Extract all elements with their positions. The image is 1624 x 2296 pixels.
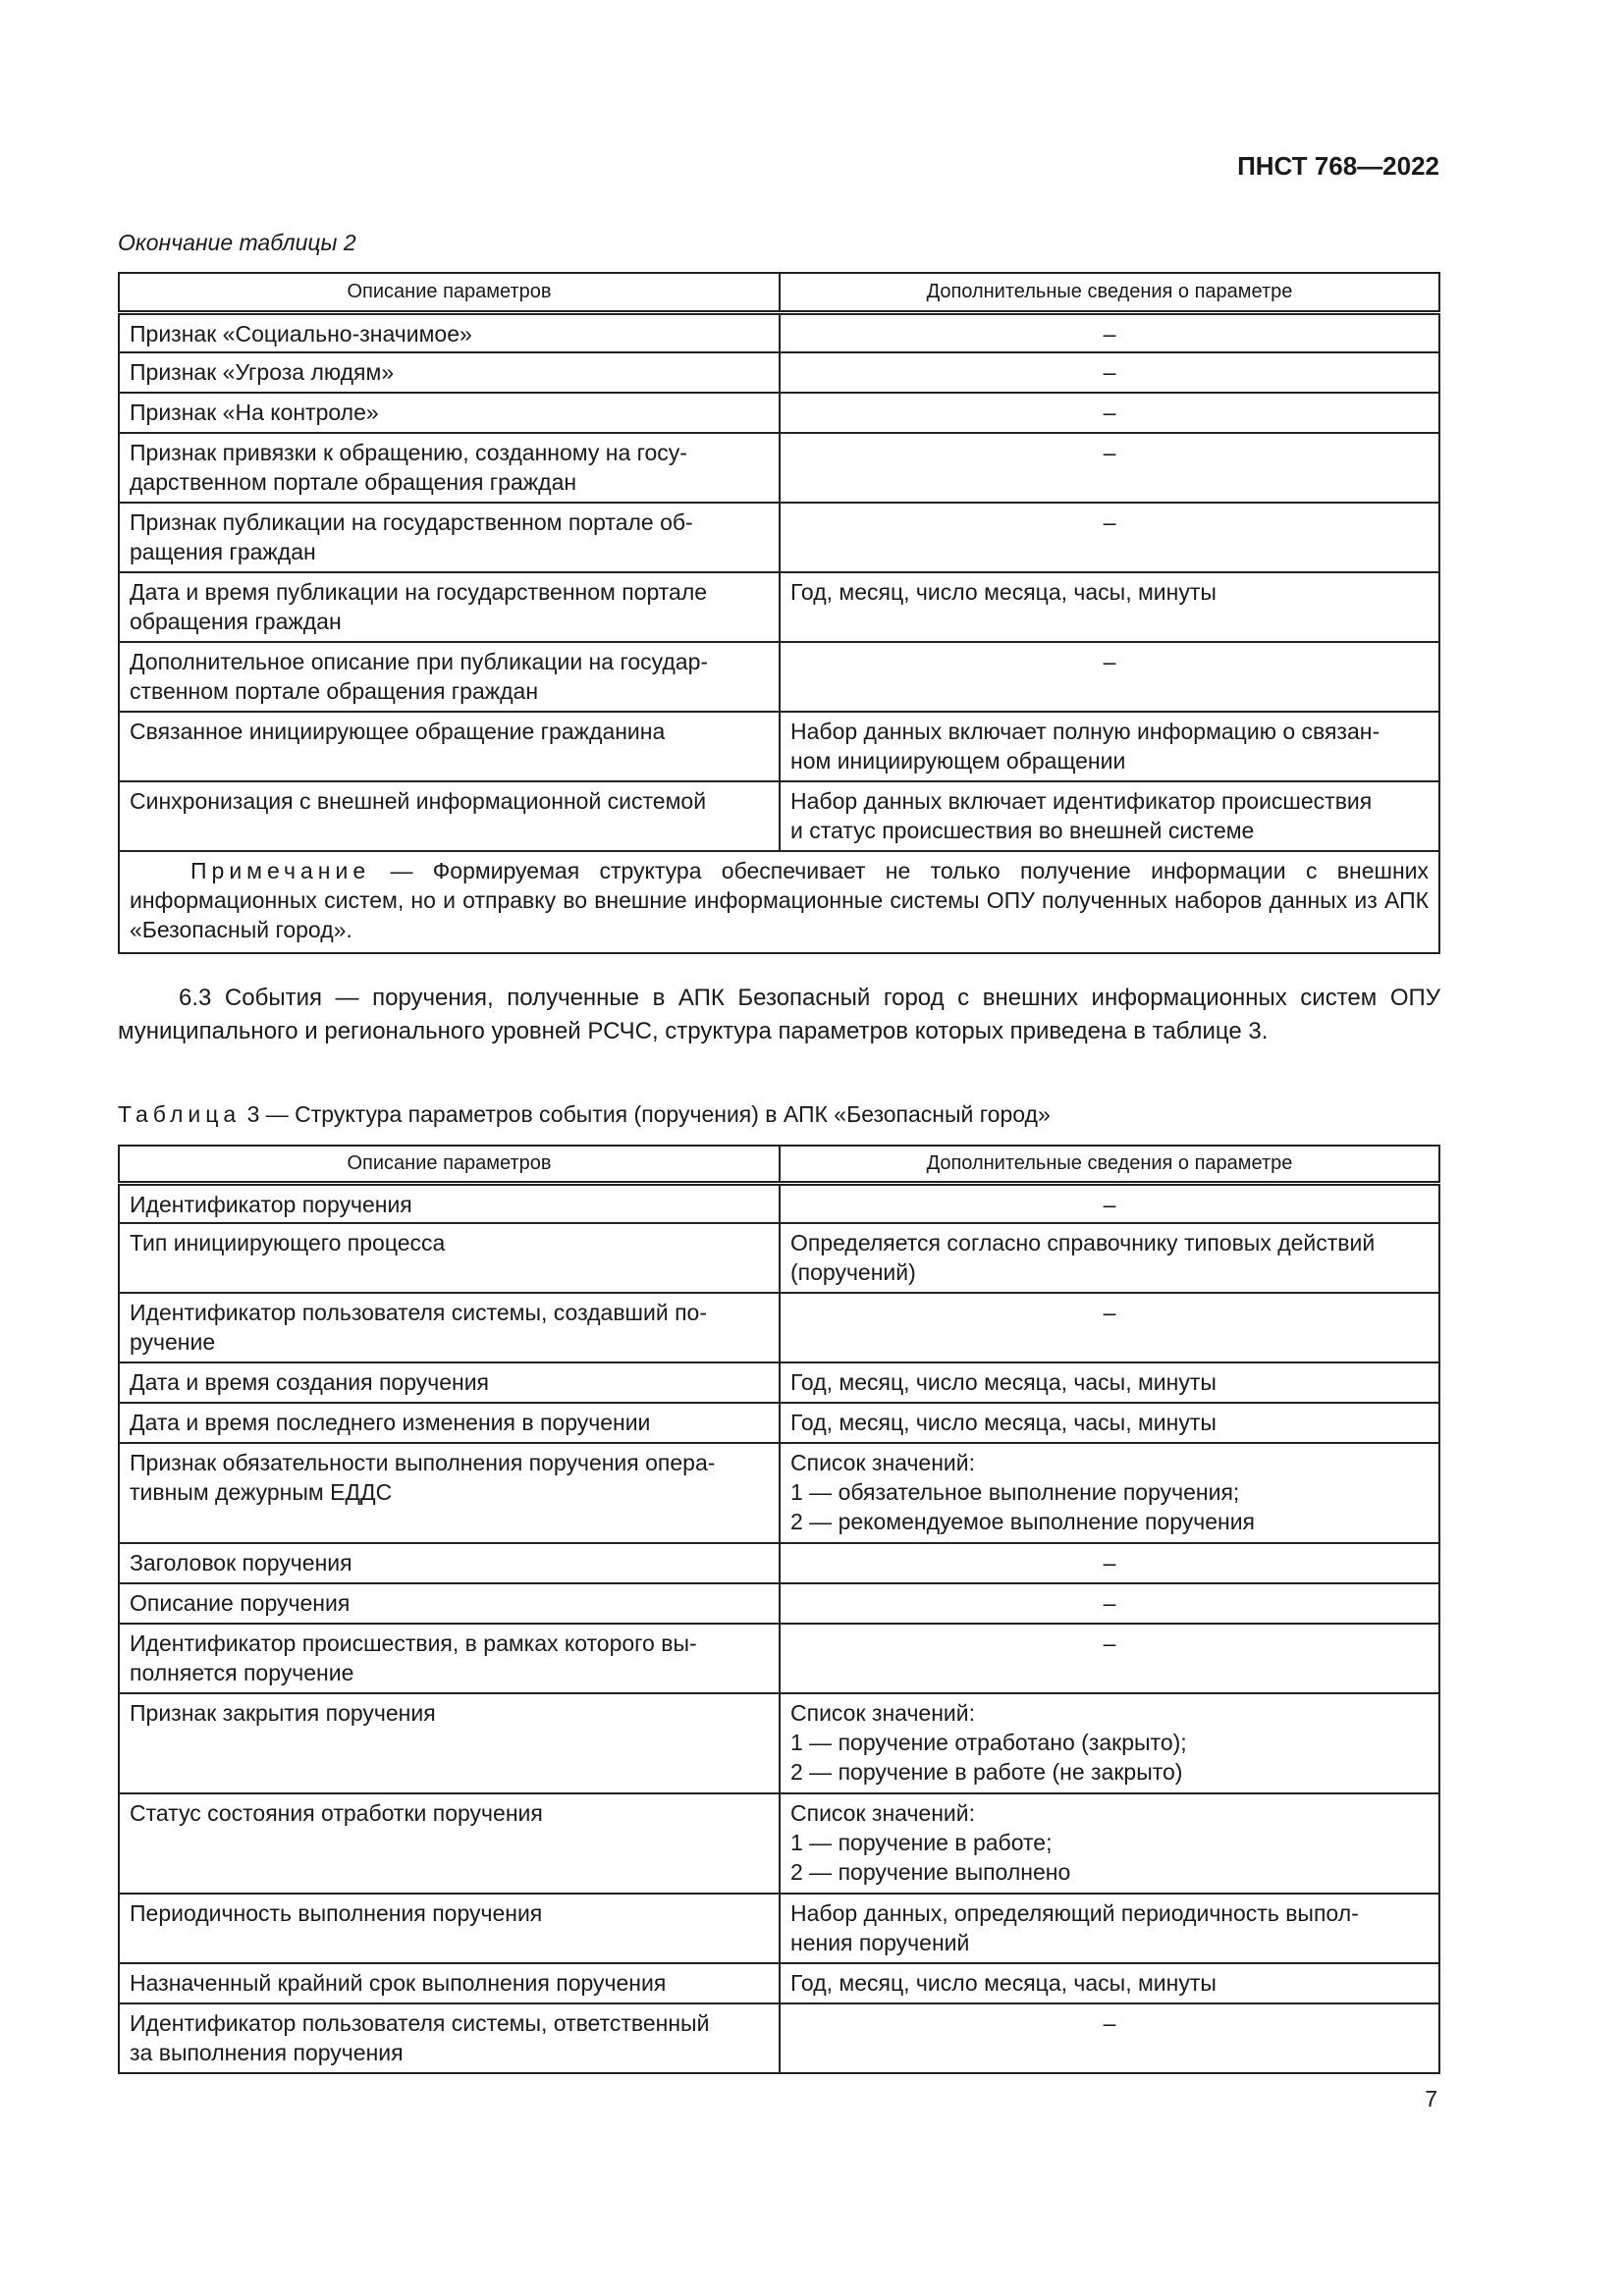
document-code: ПНСТ 768—2022: [1237, 151, 1439, 181]
table-row: [119, 433, 1439, 503]
parameter-details: Год, месяц, число месяца, часы, минуты: [780, 1362, 1439, 1403]
table-row: [119, 2003, 1439, 2073]
column-header: Описание параметров: [119, 1146, 780, 1183]
parameter-description: Идентификатор поручения: [119, 1183, 780, 1223]
parameter-details: Список значений: 1 — обязательное выполнение поручения; 2 — рекомендуемое выполнение поручения: [780, 1443, 1439, 1543]
table-note: [119, 851, 1439, 953]
note-text: — Формируемая структура обеспечивает не только получение информации с внешних информационных систем, но и отправку во внешние информационные системы ОПУ полученных наборов данных из АПК «Безопасный город».: [130, 858, 1429, 942]
table-header-row: [119, 1146, 1439, 1183]
parameter-description: Тип инициирующего процесса: [119, 1223, 780, 1293]
table-row: [119, 1583, 1439, 1624]
table-row: [119, 503, 1439, 572]
parameter-details: –: [780, 312, 1439, 352]
parameter-details: Год, месяц, число месяца, часы, минуты: [780, 1963, 1439, 2003]
parameter-description: Назначенный крайний срок выполнения поручения: [119, 1963, 780, 2003]
table-row: [119, 712, 1439, 781]
parameter-details: –: [780, 1583, 1439, 1624]
table-row: [119, 352, 1439, 393]
parameter-description: Признак публикации на государственном портале об- ращения граждан: [119, 503, 780, 572]
parameter-description: Признак обязательности выполнения поручения опера- тивным дежурным ЕДДС: [119, 1443, 780, 1543]
parameter-details: Набор данных, определяющий периодичность выпол- нения поручений: [780, 1894, 1439, 1963]
caption-label: Таблица: [118, 1101, 242, 1127]
column-header: Дополнительные сведения о параметре: [780, 1146, 1439, 1183]
column-header: Дополнительные сведения о параметре: [780, 273, 1439, 312]
parameter-details: –: [780, 433, 1439, 503]
parameter-description: Признак закрытия поручения: [119, 1693, 780, 1793]
parameter-description: Заголовок поручения: [119, 1543, 780, 1583]
parameter-details: –: [780, 393, 1439, 433]
parameter-details: Год, месяц, число месяца, часы, минуты: [780, 1403, 1439, 1443]
table-3-caption: [118, 1101, 1051, 1128]
table-row: [119, 572, 1439, 642]
paragraph-6-3: 6.3 События — поручения, полученные в АПК Безопасный город с внешних информационных систем ОПУ муниципального и регионального уровней РСЧС, структура параметров которых приведена в таблице 3.: [118, 985, 1440, 1044]
table-row: [119, 1403, 1439, 1443]
table-note-row: [119, 851, 1439, 953]
parameter-description: Описание поручения: [119, 1583, 780, 1624]
table-row: [119, 1624, 1439, 1693]
parameter-details: Список значений: 1 — поручение в работе; 2 — поручение выполнено: [780, 1793, 1439, 1894]
parameter-description: Периодичность выполнения поручения: [119, 1894, 780, 1963]
parameter-details: Определяется согласно справочнику типовых действий (поручений): [780, 1223, 1439, 1293]
parameter-details: –: [780, 1543, 1439, 1583]
parameter-description: Признак «Социально-значимое»: [119, 312, 780, 352]
parameter-details: Год, месяц, число месяца, часы, минуты: [780, 572, 1439, 642]
table-2: [118, 272, 1440, 954]
parameter-details: –: [780, 352, 1439, 393]
parameter-description: Дата и время последнего изменения в поручении: [119, 1403, 780, 1443]
parameter-description: Синхронизация с внешней информационной системой: [119, 781, 780, 851]
column-header: Описание параметров: [119, 273, 780, 312]
table-continuation-label: Окончание таблицы 2: [118, 230, 356, 255]
table-row: [119, 1183, 1439, 1223]
parameter-description: Дата и время публикации на государственном портале обращения граждан: [119, 572, 780, 642]
parameter-description: Связанное инициирующее обращение гражданина: [119, 712, 780, 781]
table-row: [119, 1543, 1439, 1583]
table-row: [119, 781, 1439, 851]
table-row: [119, 312, 1439, 352]
parameter-description: Идентификатор пользователя системы, создавший по- ручение: [119, 1293, 780, 1362]
parameter-details: Список значений: 1 — поручение отработано (закрыто); 2 — поручение в работе (не закрыто): [780, 1693, 1439, 1793]
table-row: [119, 393, 1439, 433]
parameter-details: –: [780, 503, 1439, 572]
caption-text: 3 — Структура параметров события (поручения) в АПК «Безопасный город»: [241, 1101, 1051, 1127]
table-row: [119, 1223, 1439, 1293]
parameter-details: –: [780, 1183, 1439, 1223]
parameter-details: –: [780, 642, 1439, 712]
table-row: [119, 1443, 1439, 1543]
parameter-description: Признак «Угроза людям»: [119, 352, 780, 393]
table-row: [119, 1793, 1439, 1894]
parameter-description: Дата и время создания поручения: [119, 1362, 780, 1403]
parameter-description: Дополнительное описание при публикации на государ- ственном портале обращения граждан: [119, 642, 780, 712]
parameter-description: Идентификатор пользователя системы, ответственный за выполнения поручения: [119, 2003, 780, 2073]
parameter-description: Статус состояния отработки поручения: [119, 1793, 780, 1894]
parameter-details: Набор данных включает идентификатор происшествия и статус происшествия во внешней системе: [780, 781, 1439, 851]
table-row: [119, 1693, 1439, 1793]
table-row: [119, 1894, 1439, 1963]
parameter-details: –: [780, 2003, 1439, 2073]
table-row: [119, 1963, 1439, 2003]
table-row: [119, 1362, 1439, 1403]
page-number: 7: [1425, 2086, 1437, 2111]
parameter-details: Набор данных включает полную информацию о связан- ном инициирующем обращении: [780, 712, 1439, 781]
table-row: [119, 1293, 1439, 1362]
parameter-details: –: [780, 1293, 1439, 1362]
table-row: [119, 642, 1439, 712]
parameter-details: –: [780, 1624, 1439, 1693]
table-3: [118, 1145, 1440, 2074]
parameter-description: Признак привязки к обращению, созданному на госу- дарственном портале обращения граждан: [119, 433, 780, 503]
note-label: Примечание: [190, 858, 371, 883]
table-header-row: [119, 273, 1439, 312]
parameter-description: Идентификатор происшествия, в рамках которого вы- полняется поручение: [119, 1624, 780, 1693]
parameter-description: Признак «На контроле»: [119, 393, 780, 433]
